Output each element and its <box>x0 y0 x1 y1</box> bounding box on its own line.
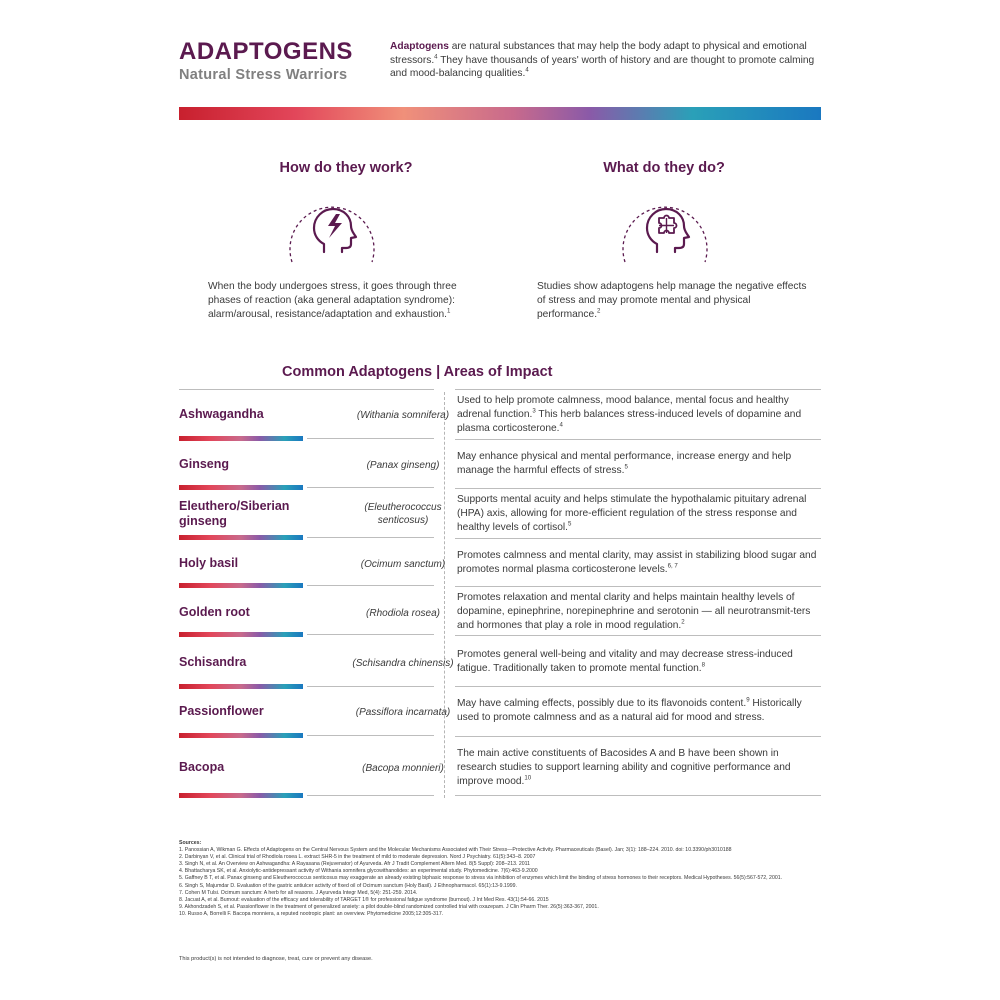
herb-desc-sup: 3 <box>532 407 536 415</box>
herb-desc-text: The main active constituents of Bacosides A and B have been shown in research studies to support learning ability and cognitive performance and improve mood. <box>457 748 791 787</box>
herb-desc <box>457 648 817 676</box>
herb-desc <box>457 591 817 633</box>
sources-block <box>179 840 821 918</box>
herb-desc-text: Used to help promote calmness, mood balance, mental focus and healthy adrenal function. <box>457 395 789 420</box>
herb-name: Ginseng <box>179 457 230 471</box>
herb-rule <box>307 438 434 439</box>
herb-desc-text: Promotes relaxation and mental clarity and helps maintain healthy levels of dopamine, epinephrine, norepinephrine and serotonin — all neurotransmit-ters and hormones that play a role in mood regulation. <box>457 592 811 631</box>
herb-desc-text: Supports mental acuity and helps stimulate the hypothalamic pituitary adrenal (HPA) axis, allowing for more-efficient regulation of the stress response and healthy levels of cortisol. <box>457 494 807 533</box>
source-item: 10. Russo A, Borrelli F. Bacopa monniera, a reputed nootropic plant: an overview. Phytomedicine 2005;12:305-317. <box>179 910 444 917</box>
what-icon-wrap <box>617 192 713 288</box>
source-item: 9. Akhondzadeh S, et al. Passionflower in the treatment of generalized anxiety: a pilot double-blind randomized controlled trial with oxazepam. J Clin Pharm Ther. 26(5):363-367, 2001. <box>179 903 599 910</box>
herb-rule <box>307 585 434 586</box>
desc-rule <box>455 686 821 687</box>
herb-desc <box>457 697 817 725</box>
desc-rule <box>455 488 821 489</box>
desc-rule <box>455 795 821 796</box>
source-item: 2. Darbinyan V, et al. Clinical trial of Rhodiola rosea L. extract SHR-5 in the treatment of mild to moderate depression. Nord J Psychiatry. 61(5):343–8. 2007 <box>179 854 536 861</box>
what-text-sup: 2 <box>597 307 601 315</box>
source-item: 3. Singh N, et al. An Overview on Ashwagandha: A Rayasana (Rejuvenator) of Ayurveda. Afr J Tradit Complement Altern Med. 8(5 Suppl): 208–213. 2011 <box>179 861 531 868</box>
how-text-body: When the body undergoes stress, it goes through three phases of reaction (aka general adaptation syndrome): alarm/arousal, resistance/adaptation and exhaustion. <box>208 281 457 320</box>
table-left-top-rule <box>179 389 434 390</box>
desc-rule <box>455 736 821 737</box>
herb-latin: (Withania somnifera) <box>356 410 450 421</box>
table-title: Common Adaptogens | Areas of Impact <box>282 364 553 380</box>
source-item: 1. Panossian A, Wikman G. Effects of Adaptogens on the Central Nervous System and the Molecular Mechanisms Associated with Their Stress—Protective Activity. Pharmaceuticals (Basel). Jan; 3(1): 188–224. 2010. doi: 10.3390/ph3010188 <box>179 847 732 854</box>
herb-desc-sup-2: 4 <box>559 421 563 429</box>
source-item: 5. Gaffney B T, et al. Panax ginseng and Eleutherococcus senticosus may exaggerate an already existing biphasic response to stress via inhibition of enzymes which limit the binding of stress hormones to their receptors. Medical Hypotheses. 56(5):567-572, 2001. <box>179 875 783 882</box>
herb-desc-sup: 2 <box>681 618 685 626</box>
herb-bar <box>179 535 303 540</box>
herb-rule <box>307 686 434 687</box>
herb-latin: (Bacopa monnieri) <box>362 763 444 774</box>
what-title: What do they do? <box>603 160 725 176</box>
intro-sup-1: 4 <box>434 53 438 61</box>
herb-desc-text-2: This herb balances stress-induced levels of dopamine and plasma corticosterone. <box>457 409 802 434</box>
herb-desc-sup: 8 <box>701 661 706 669</box>
source-item: 4. Bhattacharya SK, et al. Anxiolytic-antidepressant activity of Withania somnifera glycowithanolides: an experimental study. Phytomedicine. 7(6):463-9.2000 <box>179 868 538 875</box>
desc-rule <box>455 635 821 636</box>
herb-desc-text: Promotes general well-being and vitality and may decrease stress-induced fatigue. Traditionally taken to promote mental function. <box>457 649 793 674</box>
herb-bar <box>179 793 303 798</box>
herb-latin: (Passiflora incarnata) <box>355 707 451 718</box>
herb-name: Golden root <box>179 605 250 619</box>
herb-desc <box>457 450 817 478</box>
herb-latin: (Eleutherococcus senticosus) <box>364 502 442 526</box>
how-icon-wrap <box>284 192 380 288</box>
herb-desc <box>457 394 817 436</box>
herb-rule <box>307 735 434 736</box>
head-lightning-icon <box>284 192 380 288</box>
herb-name: Eleuthero/Siberian ginseng <box>179 499 290 528</box>
intro-lead: Adaptogens <box>390 41 449 52</box>
what-text <box>537 280 807 322</box>
how-text-sup: 1 <box>447 307 451 315</box>
herb-rule <box>307 634 434 635</box>
herb-desc-sup: 5 <box>567 520 572 528</box>
herb-desc <box>457 747 817 789</box>
herb-bar <box>179 684 303 689</box>
how-text <box>208 280 488 322</box>
herb-latin: (Panax ginseng) <box>366 460 440 471</box>
herb-bar <box>179 583 303 588</box>
herb-desc <box>457 493 817 535</box>
herb-desc-text: May enhance physical and mental performance, increase energy and help manage the harmful effects of stress. <box>457 451 792 476</box>
intro-sup-2: 4 <box>525 66 529 74</box>
source-item: 7. Cohen M Tulsi. Ocimum sanctum: A herb for all reasons. J Ayurveda Integr Med, 5(4): 251-259. 2014. <box>179 889 418 896</box>
herb-latin: (Rhodiola rosea) <box>366 608 440 619</box>
herb-latin: (Ocimum sanctum) <box>360 559 446 570</box>
header-gradient-bar <box>179 107 821 120</box>
source-item: 8. Jacuat A, et al. Burnout: evaluation of the efficacy and tolerability of TARGET 1® for professional fatigue syndrome (burnout). J Int Med Res. 43(1):54-66. 2015 <box>179 896 549 903</box>
source-item: 6. Singh S, Majumdar D. Evaluation of the gastric antiulcer activity of fixed oil of Ocimum sanctum (Holy Basil). J Ethnopharmacol. 65(1):13-9.1999. <box>179 882 517 889</box>
herb-name: Ashwagandha <box>179 407 264 421</box>
disclaimer: This product(s) is not intended to diagnose, treat, cure or prevent any disease. <box>179 956 373 962</box>
herb-rule <box>307 537 434 538</box>
herb-desc-sup: 6, 7 <box>667 562 678 570</box>
herb-bar <box>179 632 303 637</box>
desc-rule <box>455 439 821 440</box>
herb-rule <box>307 795 434 796</box>
herb-desc <box>457 549 817 577</box>
herb-desc-text: Promotes calmness and mental clarity, may assist in stabilizing blood sugar and promotes normal plasma corticosterone levels. <box>457 550 817 575</box>
desc-rule <box>455 538 821 539</box>
page-subtitle: Natural Stress Warriors <box>179 67 348 83</box>
sources-heading: Sources: <box>179 840 202 846</box>
herb-bar <box>179 733 303 738</box>
herb-bar <box>179 436 303 441</box>
intro-paragraph <box>390 40 820 81</box>
desc-rule <box>455 586 821 587</box>
herb-latin: (Schisandra chinensis) <box>352 658 454 669</box>
herb-desc-sup: 10 <box>524 774 532 782</box>
herb-desc-text-2: Historically used to promote calmness and as a natural aid for mood and stress. <box>457 698 802 723</box>
table-divider <box>444 392 445 798</box>
herb-name: Bacopa <box>179 760 225 774</box>
herb-desc-sup: 9 <box>746 696 750 704</box>
what-text-body: Studies show adaptogens help manage the negative effects of stress and may promote mental and physical performance. <box>537 281 807 320</box>
how-title: How do they work? <box>279 160 413 176</box>
intro-text-2: They have thousands of years' worth of history and are thought to promote calming and mood-balancing qualities. <box>390 54 815 80</box>
herb-name: Passionflower <box>179 704 264 718</box>
head-puzzle-icon <box>617 192 713 288</box>
herb-name: Holy basil <box>179 556 239 570</box>
herb-rule <box>307 487 434 488</box>
intro-text-1: are natural substances that may help the body adapt to physical and emotional stressors. <box>390 41 807 66</box>
herb-desc-text: May have calming effects, possibly due to its flavonoids content. <box>457 698 747 709</box>
page-title: ADAPTOGENS <box>179 38 353 65</box>
herb-bar <box>179 485 303 490</box>
herb-name: Schisandra <box>179 655 247 669</box>
table-right-top-rule <box>455 389 821 390</box>
herb-desc-sup: 5 <box>624 463 628 471</box>
